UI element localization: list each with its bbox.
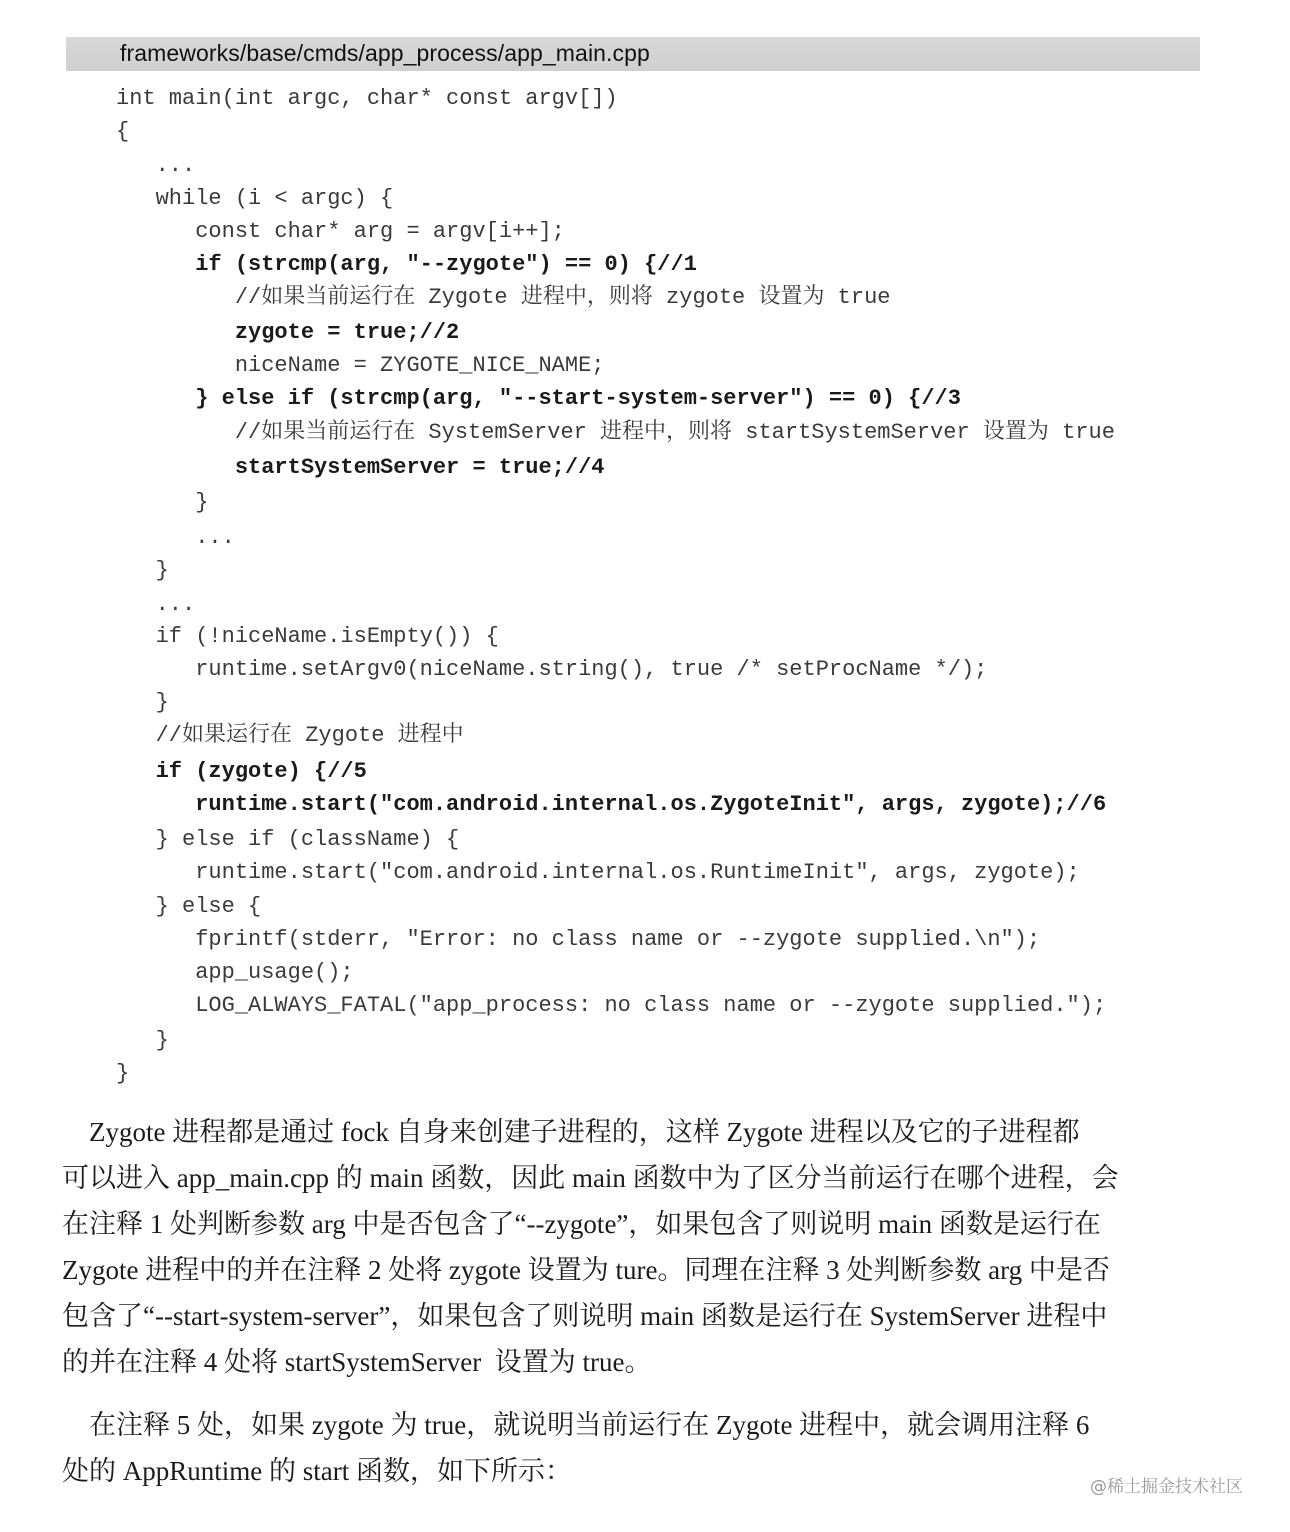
paragraph-line: 包含了“--start-system-server”，如果包含了则说明 main 函数是运行在 SystemServer 进程中 (62, 1301, 1108, 1331)
paragraph-line: Zygote 进程都是通过 fock 自身来创建子进程的，这样 Zygote 进程以及它的子进程都 (62, 1117, 1080, 1147)
paragraph-line: Zygote 进程中的并在注释 2 处将 zygote 设置为 ture。同理在注释 3 处判断参数 arg 中是否 (62, 1255, 1110, 1285)
paragraph-line: 可以进入 app_main.cpp 的 main 函数，因此 main 函数中为了区分当前运行在哪个进程，会 (62, 1163, 1119, 1193)
code-line: runtime.start("com.android.internal.os.ZygoteInit", args, zygote);//6 (116, 792, 1107, 817)
code-line: runtime.start("com.android.internal.os.RuntimeInit", args, zygote); (116, 860, 1080, 885)
code-line: zygote = true;//2 (116, 320, 460, 345)
code-line: } else if (className) { (116, 827, 460, 852)
code-line: app_usage(); (116, 960, 354, 985)
paragraph-line: 处的 AppRuntime 的 start 函数，如下所示： (62, 1456, 572, 1486)
code-line: if (!niceName.isEmpty()) { (116, 624, 499, 649)
code-line: while (i < argc) { (116, 186, 394, 211)
code-line: ... (116, 153, 196, 178)
code-line: startSystemServer = true;//4 (116, 455, 605, 480)
code-line: const char* arg = argv[i++]; (116, 219, 565, 244)
code-line: ... (116, 592, 196, 617)
code-line: } else if (strcmp(arg, "--start-system-server") == 0) {//3 (116, 386, 961, 411)
code-line: } else { (116, 894, 262, 919)
paragraph-line: 的并在注释 4 处将 startSystemServer 设置为 true。 (62, 1347, 652, 1377)
code-line: int main(int argc, char* const argv[]) (116, 86, 618, 111)
code-line: { (116, 119, 130, 144)
code-line: } (116, 1061, 130, 1086)
code-file-header (66, 37, 1200, 71)
code-line: if (zygote) {//5 (116, 759, 367, 784)
paragraph-line: 在注释 1 处判断参数 arg 中是否包含了“--zygote”，如果包含了则说明 main 函数是运行在 (62, 1209, 1101, 1239)
code-line: fprintf(stderr, "Error: no class name or --zygote supplied.\n"); (116, 927, 1041, 952)
code-line: } (116, 558, 169, 583)
code-comment: //如果当前运行在 Zygote 进程中，则将 zygote 设置为 true (116, 285, 891, 310)
code-line: runtime.setArgv0(niceName.string(), true /* setProcName */); (116, 657, 988, 682)
code-line: if (strcmp(arg, "--zygote") == 0) {//1 (116, 252, 697, 277)
code-line: } (116, 490, 209, 515)
code-comment: //如果当前运行在 SystemServer 进程中，则将 startSystemServer 设置为 true (116, 420, 1115, 445)
watermark: @稀土掘金技术社区 (1090, 1477, 1243, 1497)
code-comment: //如果运行在 Zygote 进程中 (116, 723, 464, 748)
paragraph-line: 在注释 5 处，如果 zygote 为 true，就说明当前运行在 Zygote 进程中，就会调用注释 6 (62, 1410, 1090, 1440)
code-line: } (116, 1028, 169, 1053)
code-line: LOG_ALWAYS_FATAL("app_process: no class name or --zygote supplied."); (116, 993, 1107, 1018)
code-line: niceName = ZYGOTE_NICE_NAME; (116, 353, 605, 378)
file-path: frameworks/base/cmds/app_process/app_main.cpp (120, 40, 650, 66)
code-line: } (116, 690, 169, 715)
code-line: ... (116, 525, 235, 550)
